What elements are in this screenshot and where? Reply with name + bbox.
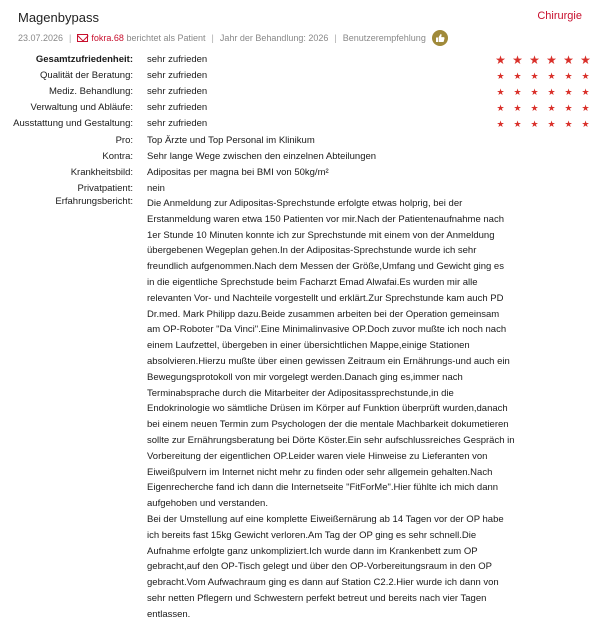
detail-row <box>0 150 600 166</box>
detail-value: Sehr lange Wege zwischen den einzelnen Abteilungen <box>147 151 377 162</box>
star-icon: ★ <box>496 103 505 113</box>
report-label: Erfahrungsbericht: <box>55 196 133 207</box>
star-icon: ★ <box>513 119 522 129</box>
star-icon: ★ <box>581 103 590 113</box>
reported-as-text: berichtet als Patient <box>126 33 206 43</box>
star-icon: ★ <box>581 71 590 81</box>
rating-stars <box>492 100 594 116</box>
star-icon: ★ <box>512 53 523 67</box>
rating-value: sehr zufrieden <box>147 118 208 129</box>
details-table <box>0 134 600 198</box>
star-icon: ★ <box>581 87 590 97</box>
report-line: aufgehoben und verstanden. <box>147 498 268 510</box>
star-icon: ★ <box>496 71 505 81</box>
star-icon: ★ <box>513 103 522 113</box>
rating-row <box>0 100 600 116</box>
report-line: Dr.med. Mark Philipp dazu.Beide zusammen arbeiten bei der Operation gemeinsam <box>147 308 500 320</box>
report-line: gebracht,auf den OP-Tisch gelegt und über den OP-Vorbereitungsraum in den OP <box>147 561 493 573</box>
report-line: 1er Stunde 10 Minuten konnte ich zur Sprechstunde mit einem von der Anmeldung <box>147 229 495 241</box>
rating-row <box>0 116 600 132</box>
report-line: Bewegungsprotokoll von mir vorgelegt werden.Danach ging es,immer nach <box>147 371 463 383</box>
report-line: Die Anmeldung zur Adipositas-Sprechstunde erfolgte etwas holprig, bei der <box>147 198 463 209</box>
rating-stars <box>492 84 594 100</box>
star-icon: ★ <box>513 71 522 81</box>
review-title: Magenbypass <box>18 10 99 25</box>
review-meta <box>18 30 582 46</box>
treatment-year: Jahr der Behandlung: 2026 <box>219 33 329 43</box>
report-line: gebracht.Vom Aufwachraum ging es dann auf Station C2.2.Hier wurde ich dann von <box>147 577 499 589</box>
report-line: ich bereits fast 15kg Gewicht verloren.Am Tag der OP ging es sehr schnell.Die <box>147 529 477 541</box>
report-line: Endokrinologie wo sämtliche Drüsen im Körper auf Funktion überprüft wurden,danach <box>147 403 508 415</box>
star-icon: ★ <box>564 71 573 81</box>
rating-row <box>0 84 600 100</box>
rating-stars <box>492 68 594 84</box>
report-line: übergebenen Wegeplan gehen.In der Adipositas-Sprechstunde wurde ich sehr <box>147 245 477 257</box>
thumbs-up-icon <box>432 30 448 46</box>
star-icon: ★ <box>581 119 590 129</box>
star-icon: ★ <box>564 87 573 97</box>
ratings-table <box>0 52 600 132</box>
report-line: Erstanmeldung waren etwa 150 Patienten vor mir.Nach der Patientenaufnahme nach <box>147 213 504 225</box>
report-line: einem Laufzettel, übergeben in einer übersichtlichen Mappe,einige Stationen <box>147 340 470 352</box>
star-icon: ★ <box>530 119 539 129</box>
report-line: Vorbereitung der eigentlichen OP.Leider waren viele Hinweise zu Lieferanten von <box>147 450 488 462</box>
report-text <box>147 196 515 623</box>
star-icon: ★ <box>496 87 505 97</box>
star-icon: ★ <box>580 53 591 67</box>
detail-value: Adipositas per magna bei BMI von 50kg/m² <box>147 167 329 178</box>
star-icon: ★ <box>547 103 556 113</box>
report-line: Aufnahme erfolgte ganz unkompliziert.Ich wurde dann im Krankenbett zum OP <box>147 545 478 557</box>
report-line: Eiweißpulvern im Internet nicht mehr zu finden oder sehr allgemein gehalten.Nach <box>147 466 493 478</box>
rating-value: sehr zufrieden <box>147 54 208 65</box>
rating-stars <box>492 116 594 132</box>
star-icon: ★ <box>547 71 556 81</box>
report-line: Terminabsprache durch die Mitarbeiter der Adipositassprechstunde,in die <box>147 387 454 399</box>
detail-label: Pro: <box>115 135 133 146</box>
review-date: 23.07.2026 <box>18 33 64 43</box>
envelope-icon[interactable] <box>77 34 88 42</box>
detail-row <box>0 166 600 182</box>
detail-value: Top Ärzte und Top Personal im Klinikum <box>147 135 315 146</box>
meta-separator: | <box>334 33 337 43</box>
report-line: entlassen. <box>147 608 191 620</box>
star-icon: ★ <box>546 53 557 67</box>
star-icon: ★ <box>564 103 573 113</box>
rating-label: Gesamtzufriedenheit: <box>35 54 133 65</box>
star-icon: ★ <box>530 71 539 81</box>
report-line: relevanten Vor- und Nachteile vorgestellt und erklärt.Zur Sprechstunde kam auch PD <box>147 292 504 304</box>
detail-value: nein <box>147 183 165 194</box>
detail-row <box>0 134 600 150</box>
rating-value: sehr zufrieden <box>147 102 208 113</box>
star-icon: ★ <box>530 103 539 113</box>
rating-value: sehr zufrieden <box>147 86 208 97</box>
star-icon: ★ <box>547 87 556 97</box>
user-link[interactable]: fokra.68 <box>91 33 124 43</box>
rating-value: sehr zufrieden <box>147 70 208 81</box>
star-icon: ★ <box>547 119 556 129</box>
report-line: in die eigentliche Sprechstude beim Facharzt Emad Alwafai.Es wurden mir alle <box>147 276 478 288</box>
rating-label: Verwaltung und Abläufe: <box>30 102 133 113</box>
recommendation-text: Benutzerempfehlung <box>342 33 426 43</box>
detail-label: Krankheitsbild: <box>70 167 133 178</box>
report-line: freundlich aufgenommen.Nach dem Messen der Größe,Umfang und Gewicht ging es <box>147 261 504 273</box>
star-icon: ★ <box>564 119 573 129</box>
detail-label: Privatpatient: <box>77 183 133 194</box>
meta-separator: | <box>69 33 72 43</box>
meta-separator: | <box>211 33 214 43</box>
star-icon: ★ <box>530 87 539 97</box>
star-icon: ★ <box>495 53 506 67</box>
report-line: bei einem neuen Termin zum Psychologen der die mentale Machbarkeit dokumetieren <box>147 419 509 431</box>
rating-row <box>0 52 600 68</box>
report-line: Eigenrecherche fand ich dann die Internetseite "FitForMe".Hier fühlte ich mich dann <box>147 482 499 494</box>
star-icon: ★ <box>563 53 574 67</box>
star-icon: ★ <box>496 119 505 129</box>
department-link[interactable]: Chirurgie <box>537 10 582 22</box>
report-line: sehr netten Pflegern und Schwestern perfekt betreut und bereits nach vier Tagen <box>147 592 487 604</box>
detail-label: Kontra: <box>102 151 133 162</box>
rating-label: Qualität der Beratung: <box>40 70 133 81</box>
rating-label: Ausstattung und Gestaltung: <box>13 118 133 129</box>
rating-label: Mediz. Behandlung: <box>49 86 133 97</box>
report-line: sollte zur Ernährungsberatung bei Dörte Köster.Ein sehr aufschlussreiches Gespräch in <box>147 434 515 446</box>
report-line: absolvieren.Hierzu mußte über einen gewissen Zeitraum ein Ernährungs-und auch ein <box>147 355 510 367</box>
rating-stars <box>492 52 594 68</box>
star-icon: ★ <box>529 53 540 67</box>
report-line: am OP-Roboter "Da Vinci".Eine Minimalinvasive OP.Doch zuvor mußte ich noch nach <box>147 324 507 336</box>
report-line: Bei der Umstellung auf eine komplette Eiweißernärung ab 14 Tagen vor der OP habe <box>147 513 504 525</box>
rating-row <box>0 68 600 84</box>
review-header <box>18 10 582 46</box>
star-icon: ★ <box>513 87 522 97</box>
